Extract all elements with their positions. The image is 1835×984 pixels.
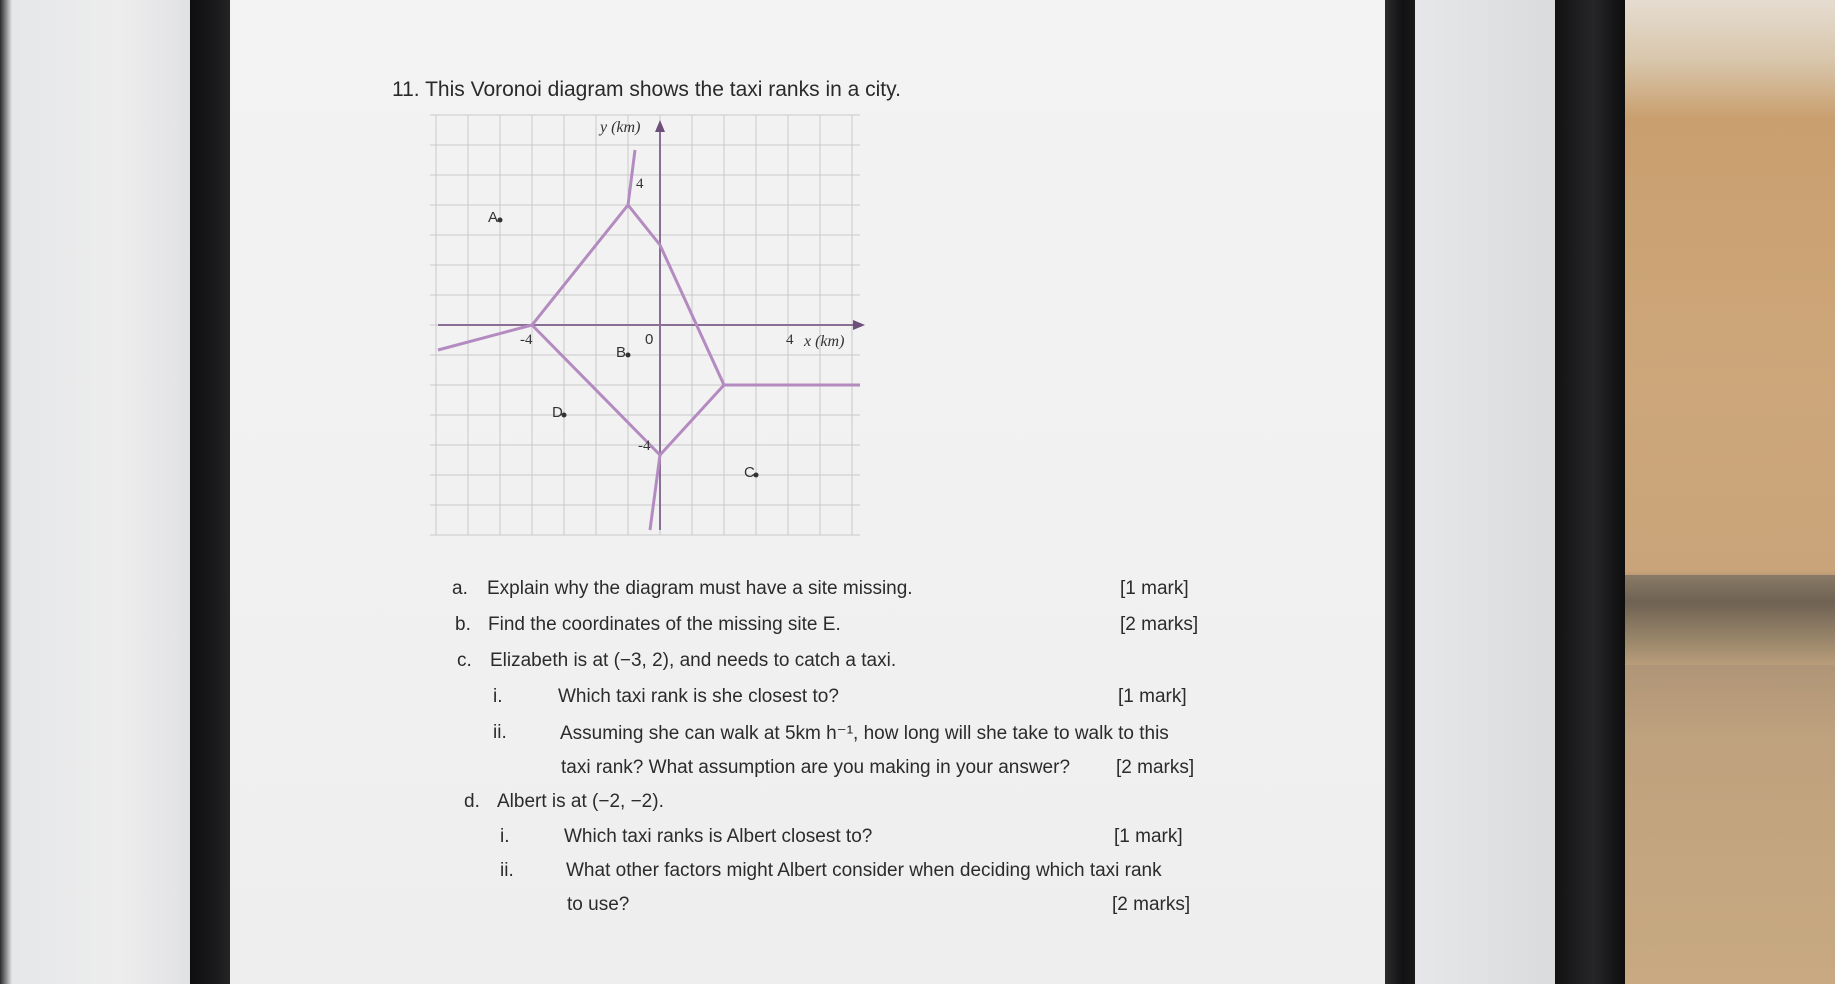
part-d-ii-text-cont: to use? — [567, 894, 630, 915]
tick-label-y-pos: 4 — [636, 176, 644, 192]
second-monitor-bezel — [1555, 0, 1625, 984]
part-c-ii-text-cont: taxi rank? What assumption are you making in your answer? — [561, 757, 1071, 778]
question-title: 11. This Voronoi diagram shows the taxi ranks in a city. — [392, 78, 901, 101]
part-a-marks: [1 mark] — [1120, 578, 1189, 599]
y-axis-arrow — [655, 120, 665, 132]
tick-label-x-pos: 4 — [786, 332, 794, 348]
y-axis-label: y (km) — [600, 119, 641, 136]
tick-label-x-neg: -4 — [520, 332, 533, 348]
part-d-text: Albert is at (−2, −2). — [497, 791, 664, 812]
part-a-label: a. — [452, 578, 468, 599]
site-point-a — [498, 218, 503, 223]
part-b-text: Find the coordinates of the missing site E. — [488, 614, 841, 635]
site-label-d: D — [552, 404, 563, 421]
tick-label-origin: 0 — [645, 331, 654, 348]
voronoi-diagram — [420, 110, 870, 540]
part-c-ii-marks: [2 marks] — [1116, 757, 1195, 778]
background-left — [0, 0, 215, 984]
part-d-i-label: i. — [500, 826, 510, 847]
part-b-label: b. — [455, 614, 471, 635]
part-c-i-label: i. — [493, 686, 503, 707]
part-c-ii-label: ii. — [493, 722, 507, 743]
voronoi-svg — [420, 110, 870, 540]
x-axis-label: x (km) — [804, 333, 845, 350]
site-label-c: C — [744, 464, 755, 481]
tick-label-y-neg: -4 — [638, 438, 651, 454]
part-d-i-text: Which taxi ranks is Albert closest to? — [564, 826, 873, 847]
part-d-label: d. — [464, 791, 480, 812]
voronoi-edge-top — [628, 150, 635, 205]
part-b-marks: [2 marks] — [1120, 614, 1199, 635]
background-gap — [1415, 0, 1555, 984]
voronoi-edge-bottom — [650, 455, 660, 530]
part-c-i-marks: [1 mark] — [1118, 686, 1187, 707]
part-c-label: c. — [457, 650, 472, 671]
monitor-bezel-right — [1385, 0, 1415, 984]
background-wall — [1625, 0, 1835, 984]
part-c-ii-text: Assuming she can walk at 5km h⁻¹, how long will she take to walk to this — [560, 723, 1169, 744]
part-d-ii-label: ii. — [500, 860, 514, 881]
part-c-i-text: Which taxi rank is she closest to? — [558, 686, 839, 707]
wall-trim — [1625, 575, 1835, 665]
site-point-b — [626, 353, 631, 358]
part-c-text: Elizabeth is at (−3, 2), and needs to catch a taxi. — [490, 650, 897, 671]
part-d-ii-marks: [2 marks] — [1112, 894, 1191, 915]
part-d-ii-text: What other factors might Albert consider when deciding which taxi rank — [566, 860, 1162, 881]
part-a-text: Explain why the diagram must have a site missing. — [487, 578, 913, 599]
site-label-b: B — [616, 344, 627, 361]
site-label-a: A — [488, 209, 499, 226]
part-d-i-marks: [1 mark] — [1114, 826, 1183, 847]
x-axis-arrow — [853, 320, 865, 330]
